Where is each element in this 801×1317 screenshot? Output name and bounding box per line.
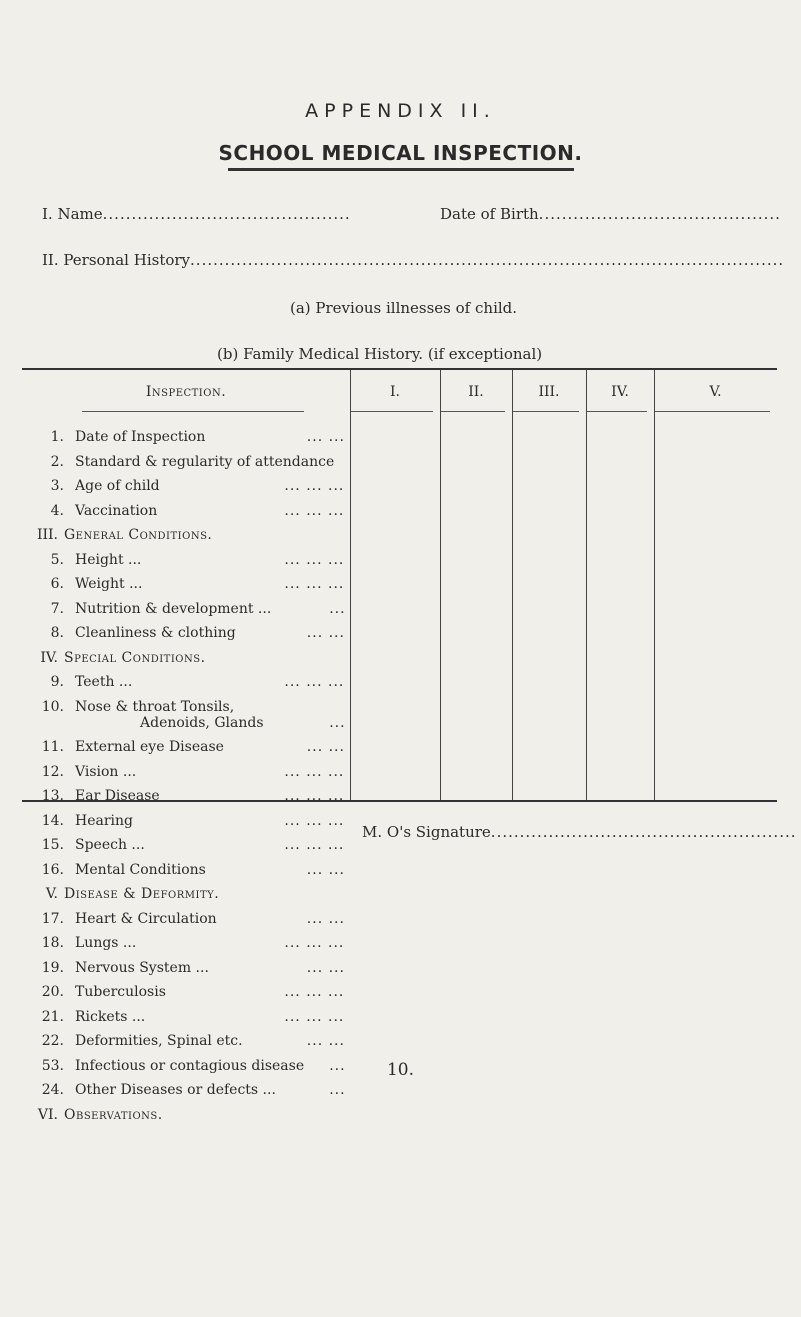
form-title: SCHOOL MEDICAL INSPECTION. — [218, 141, 583, 165]
personal-history-blank: ....................................................................................................... — [190, 251, 785, 269]
inspection-header-underline — [82, 411, 304, 412]
inspection-column-header: Inspection. — [145, 384, 227, 400]
column-header: II. — [468, 384, 484, 400]
item-label: Nutrition & development ... — [75, 600, 272, 617]
item-label: Deformities, Spinal etc. — [75, 1033, 243, 1049]
item-label: Mental Conditions — [75, 861, 206, 878]
item-label: Height ... — [75, 551, 142, 568]
item-label: Heart & Circulation — [75, 910, 217, 927]
leader-dots: ... ... — [306, 861, 345, 878]
column-header: V. — [709, 384, 722, 400]
column-header-underline — [441, 411, 505, 412]
leader-dots: ... ... ... — [284, 478, 345, 494]
column-divider — [350, 370, 351, 800]
item-label: Teeth ... — [75, 674, 133, 690]
leader-dots: ... ... — [306, 739, 345, 755]
item-number: 21. — [41, 1008, 64, 1025]
item-label: Vaccination — [75, 502, 158, 519]
column-header-underline — [513, 411, 579, 412]
item-number: 10. — [41, 698, 64, 715]
item-label: Standard & regularity of attendance — [75, 453, 335, 470]
item-number: III. — [36, 527, 58, 543]
personal-history-label: II. Personal History — [42, 251, 191, 269]
name-field — [42, 205, 351, 223]
item-number: 8. — [50, 625, 64, 641]
item-label: Age of child — [75, 478, 160, 494]
column-header: IV. — [611, 384, 629, 400]
item-label-continued: Adenoids, Glands — [140, 714, 264, 731]
item-label: Disease & Deformity. — [64, 886, 220, 902]
leader-dots: ... ... ... — [284, 576, 345, 592]
item-number: 13. — [41, 788, 64, 804]
signature-label: M. O's Signature — [362, 823, 491, 841]
item-number: 53. — [41, 1057, 64, 1074]
item-number: 18. — [41, 935, 64, 951]
item-number: 5. — [50, 551, 64, 568]
column-divider — [586, 370, 587, 800]
dob-label: Date of Birth — [440, 205, 539, 223]
item-label: Tuberculosis — [75, 984, 166, 1000]
item-number: 16. — [41, 861, 64, 878]
item-number: 14. — [41, 812, 64, 829]
leader-dots: ... ... — [306, 910, 345, 927]
item-number: 11. — [41, 739, 64, 755]
leader-dots: ... — [329, 1082, 346, 1098]
item-number: 24. — [41, 1082, 64, 1098]
item-label: Rickets ... — [75, 1008, 146, 1025]
dob-field — [440, 205, 781, 223]
item-number: 1. — [50, 429, 64, 445]
previous-illnesses-line: (a) Previous illnesses of child. — [290, 299, 518, 317]
page-number: 10. — [386, 1060, 415, 1080]
item-label: General Conditions. — [64, 527, 213, 543]
family-history-line: (b) Family Medical History. (if exceptional) — [217, 345, 543, 363]
item-label: Ear Disease — [75, 788, 160, 804]
column-header-underline — [351, 411, 433, 412]
item-number: IV. — [40, 649, 58, 666]
leader-dots: ... ... — [306, 625, 345, 641]
leader-dots: ... ... ... — [284, 837, 345, 853]
item-number: 17. — [41, 910, 64, 927]
item-label: Observations. — [64, 1106, 163, 1123]
column-header: III. — [538, 384, 560, 400]
leader-dots: ... ... — [306, 429, 345, 445]
item-number: 15. — [41, 837, 64, 853]
leader-dots: ... ... ... — [284, 674, 345, 690]
item-label: Nose & throat Tonsils, — [75, 698, 235, 715]
item-number: 20. — [41, 984, 64, 1000]
item-label: Vision ... — [75, 763, 137, 780]
appendix-heading: APPENDIX II. — [305, 100, 496, 122]
item-number: 19. — [41, 959, 64, 976]
item-label: Weight ... — [75, 576, 143, 592]
item-label: Infectious or contagious disease — [75, 1057, 305, 1074]
personal-history-field — [42, 251, 784, 269]
leader-dots: ... ... ... — [284, 984, 345, 1000]
item-label: Cleanliness & clothing — [75, 625, 236, 641]
item-label: Speech ... — [75, 837, 145, 853]
leader-dots: ... — [329, 1057, 346, 1074]
item-number: 4. — [50, 502, 64, 519]
item-label: External eye Disease — [75, 739, 224, 755]
item-label: Special Conditions. — [64, 649, 206, 666]
signature-line — [362, 823, 797, 841]
item-number: 2. — [50, 453, 64, 470]
column-header: I. — [390, 384, 400, 400]
item-number: 12. — [41, 763, 64, 780]
leader-dots: ... — [329, 714, 346, 731]
dob-blank: .......................................... — [538, 205, 781, 223]
title-underline — [228, 168, 574, 171]
name-label: I. Name — [42, 205, 103, 223]
column-divider — [654, 370, 655, 800]
item-number: VI. — [37, 1106, 58, 1123]
item-number: V. — [45, 886, 58, 902]
item-number: 7. — [50, 600, 64, 617]
item-number: 22. — [41, 1033, 64, 1049]
leader-dots: ... ... — [306, 1033, 345, 1049]
signature-blank: ..................................................... — [490, 823, 797, 841]
leader-dots: ... ... ... — [284, 502, 345, 519]
leader-dots: ... — [329, 600, 346, 617]
leader-dots: ... ... ... — [284, 812, 345, 829]
column-divider — [512, 370, 513, 800]
name-blank: ........................................... — [102, 205, 351, 223]
item-number: 6. — [50, 576, 64, 592]
leader-dots: ... ... — [306, 959, 345, 976]
item-number: 9. — [50, 674, 64, 690]
leader-dots: ... ... ... — [284, 551, 345, 568]
item-label: Other Diseases or defects ... — [75, 1082, 276, 1098]
column-header-underline — [587, 411, 647, 412]
item-label: Nervous System ... — [75, 959, 209, 976]
leader-dots: ... ... ... — [284, 1008, 345, 1025]
leader-dots: ... ... ... — [284, 788, 345, 804]
item-label: Date of Inspection — [75, 429, 206, 445]
item-label: Lungs ... — [75, 935, 137, 951]
column-divider — [440, 370, 441, 800]
column-header-underline — [655, 411, 770, 412]
item-label: Hearing — [75, 812, 133, 829]
leader-dots: ... ... ... — [284, 935, 345, 951]
leader-dots: ... ... ... — [284, 763, 345, 780]
item-number: 3. — [50, 478, 64, 494]
